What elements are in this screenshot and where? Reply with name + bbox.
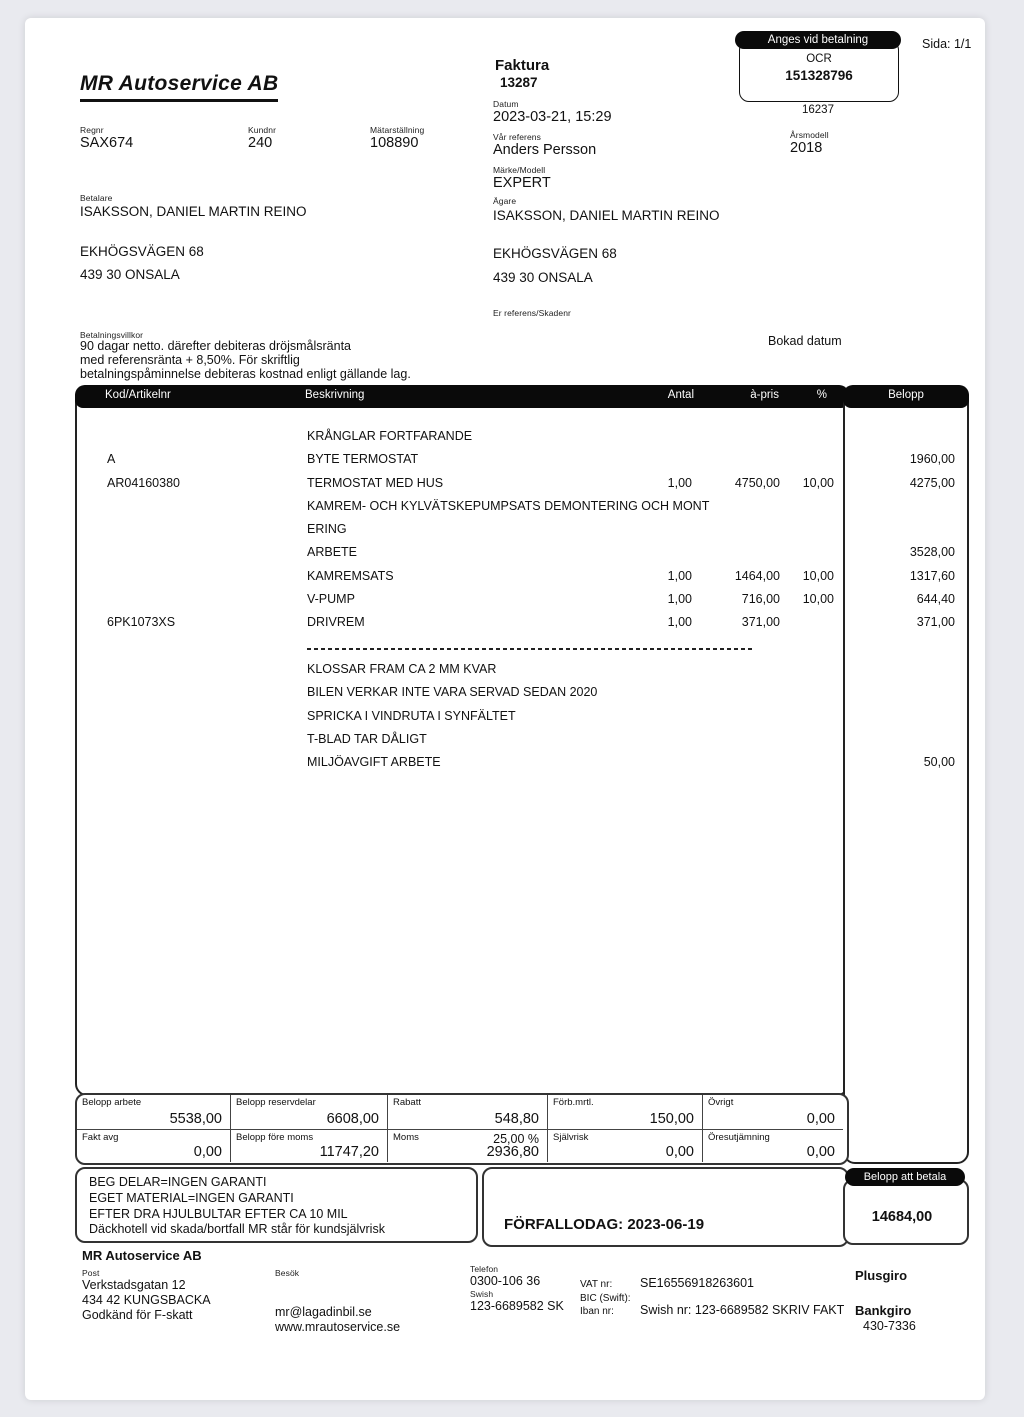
footer-website: www.mrautoservice.se <box>275 1320 401 1334</box>
cell-besk: SPRICKA I VINDRUTA I SYNFÄLTET <box>307 708 516 723</box>
belopp-row <box>845 636 967 659</box>
belopp-row <box>845 612 967 635</box>
totals-label: Fakt avg <box>82 1132 119 1143</box>
table-row <box>77 542 847 565</box>
page-indicator: Sida: 1/1 <box>922 37 972 51</box>
note-line-3: EFTER DRA HJULBULTAR EFTER CA 10 MIL <box>89 1206 348 1221</box>
totals-label: Belopp före moms <box>236 1132 314 1143</box>
regnr-value: SAX674 <box>80 135 134 151</box>
betalare-label: Betalare <box>80 193 113 203</box>
totals-label: Övrigt <box>708 1097 734 1108</box>
swish-nr-line: Swish nr: 123-6689582 SKRIV FAKT <box>640 1303 845 1317</box>
f-skatt-note: Godkänd för F-skatt <box>82 1308 193 1322</box>
totals-cell <box>77 1129 230 1162</box>
header-beskrivning: Beskrivning <box>305 389 365 401</box>
totals-label: Belopp reservdelar <box>236 1097 316 1108</box>
kundnr-value: 240 <box>248 135 273 151</box>
cell-apris: 716,00 <box>741 592 780 607</box>
table-row <box>77 752 847 775</box>
totals-value: 0,00 <box>806 1144 835 1160</box>
cell-besk: ARBETE <box>307 545 358 560</box>
vat-label: VAT nr: <box>580 1279 613 1290</box>
cell-apris: 371,00 <box>741 615 780 630</box>
header-belopp: Belopp <box>888 389 924 401</box>
ocr-sub-number: 16237 <box>802 104 834 116</box>
post-address2: 434 42 KUNGSBACKA <box>82 1293 211 1307</box>
table-row <box>77 612 847 635</box>
cell-belopp: 50,00 <box>923 755 955 770</box>
cell-belopp: 3528,00 <box>909 545 955 560</box>
header-antal: Antal <box>667 389 694 401</box>
agare-label: Ägare <box>493 196 517 206</box>
header-kod: Kod/Artikelnr <box>105 389 171 401</box>
belopp-row <box>845 542 967 565</box>
telefon-label: Telefon <box>470 1264 499 1274</box>
totals-label: Belopp arbete <box>82 1097 142 1108</box>
table-row <box>77 566 847 589</box>
swish-label: Swish <box>470 1289 494 1299</box>
faktura-number: 13287 <box>500 75 538 90</box>
belopp-column <box>843 385 969 1164</box>
cell-pct: 10,00 <box>802 475 834 490</box>
items-table-header <box>75 385 849 408</box>
items-table <box>75 385 849 1096</box>
matarstallning-value: 108890 <box>370 135 419 151</box>
totals-value: 2936,80 <box>486 1144 539 1160</box>
agare-name: ISAKSSON, DANIEL MARTIN REINO <box>493 208 720 223</box>
table-row <box>77 636 847 659</box>
belopp-row <box>845 496 967 519</box>
totals-cell <box>77 1095 230 1129</box>
datum-label: Datum <box>493 99 519 109</box>
due-date-box <box>482 1167 849 1247</box>
amount-to-pay-box <box>843 1179 969 1245</box>
cell-besk: KLOSSAR FRAM CA 2 MM KVAR <box>307 661 497 676</box>
totals-value: 6608,00 <box>326 1111 379 1127</box>
cell-kod: AR04160380 <box>107 475 180 490</box>
totals-cell <box>547 1129 702 1162</box>
cell-antal: 1,00 <box>667 475 692 490</box>
belopp-rows <box>845 426 967 775</box>
belopp-row <box>845 682 967 705</box>
betalningsvillkor-line2: med referensränta + 8,50%. För skriftlig <box>80 353 300 367</box>
table-row <box>77 519 847 542</box>
ocr-label: OCR <box>806 53 832 65</box>
totals-label: Rabatt <box>393 1097 421 1108</box>
betalare-address2: 439 30 ONSALA <box>80 267 180 282</box>
header-pct: % <box>816 389 827 401</box>
belopp-att-betala-pill: Belopp att betala <box>845 1168 965 1186</box>
cell-apris: 4750,00 <box>734 475 780 490</box>
cell-besk: BYTE TERMOSTAT <box>307 452 419 467</box>
guarantee-notes-box <box>75 1167 478 1243</box>
cell-belopp: 1960,00 <box>909 452 955 467</box>
totals-label: Moms <box>393 1132 419 1143</box>
totals-label: Öresutjämning <box>708 1132 770 1143</box>
table-row <box>77 659 847 682</box>
table-row <box>77 589 847 612</box>
belopp-row <box>845 589 967 612</box>
note-line-1: BEG DELAR=INGEN GARANTI <box>89 1175 267 1189</box>
matarstallning-label: Mätarställning <box>370 125 425 135</box>
betalare-name: ISAKSSON, DANIEL MARTIN REINO <box>80 204 307 219</box>
table-row <box>77 473 847 496</box>
cell-belopp: 371,00 <box>916 615 955 630</box>
cell-pct: 10,00 <box>802 568 834 583</box>
footer-email: mr@lagadinbil.se <box>275 1305 372 1319</box>
belopp-row <box>845 752 967 775</box>
belopp-row <box>845 659 967 682</box>
cell-antal: 1,00 <box>667 592 692 607</box>
footer-company: MR Autoservice AB <box>82 1248 202 1263</box>
totals-cell <box>702 1129 843 1162</box>
note-line-2: EGET MATERIAL=INGEN GARANTI <box>89 1190 294 1205</box>
totals-value: 0,00 <box>806 1111 835 1127</box>
cell-belopp: 1317,60 <box>909 568 955 583</box>
telefon-value: 0300-106 36 <box>470 1274 541 1288</box>
totals-grid <box>75 1093 849 1165</box>
arsmodell-value: 2018 <box>790 140 823 156</box>
cell-apris: 1464,00 <box>734 568 780 583</box>
iban-label: Iban nr: <box>580 1306 614 1317</box>
er-referens-label: Er referens/Skadenr <box>493 308 571 318</box>
bankgiro-label: Bankgiro <box>855 1303 912 1318</box>
cell-besk: KAMREM- OCH KYLVÄTSKEPUMPSATS DEMONTERING OCH MONT <box>307 498 710 513</box>
post-label: Post <box>82 1268 100 1278</box>
var-referens-value: Anders Persson <box>493 142 597 158</box>
note-line-4: Däckhotell vid skada/bortfall MR står för kundsjälvrisk <box>89 1222 385 1237</box>
totals-cell <box>547 1095 702 1129</box>
cell-besk: ERING <box>307 522 347 537</box>
plusgiro-label: Plusgiro <box>855 1268 908 1283</box>
cell-besk: DRIVREM <box>307 615 365 630</box>
agare-address1: EKHÖGSVÄGEN 68 <box>493 246 617 261</box>
belopp-row <box>845 706 967 729</box>
belopp-row <box>845 473 967 496</box>
cell-besk: T-BLAD TAR DÅLIGT <box>307 731 427 746</box>
cell-besk: KRÅNGLAR FORTFARANDE <box>307 429 473 443</box>
cell-belopp: 4275,00 <box>909 475 955 490</box>
ocr-box <box>739 40 899 102</box>
belopp-row <box>845 449 967 472</box>
vat-value: SE16556918263601 <box>640 1276 755 1290</box>
cell-besk: MILJÖAVGIFT ARBETE <box>307 755 441 770</box>
post-address1: Verkstadsgatan 12 <box>82 1278 186 1292</box>
totals-value: 0,00 <box>193 1144 222 1160</box>
cell-kod: 6PK1073XS <box>107 615 176 630</box>
invoice-page <box>25 18 985 1400</box>
var-referens-label: Vår referens <box>493 132 541 142</box>
totals-label: Förb.mrtl. <box>553 1097 594 1108</box>
regnr-label: Regnr <box>80 125 104 135</box>
marke-modell-value: EXPERT <box>493 175 551 191</box>
table-row <box>77 496 847 519</box>
header-apris: à-pris <box>750 389 779 401</box>
bankgiro-value: 430-7336 <box>863 1319 916 1333</box>
belopp-row <box>845 519 967 542</box>
totals-cell <box>230 1095 387 1129</box>
totals-extra: 25,00 % <box>493 1132 539 1146</box>
totals-value: 0,00 <box>665 1144 694 1160</box>
betalningsvillkor-line3: betalningspåminnelse debiteras kostnad enligt gällande lag. <box>80 367 411 381</box>
table-row <box>77 706 847 729</box>
totals-value: 5538,00 <box>169 1111 222 1127</box>
cell-kod: A <box>107 452 116 467</box>
belopp-column-header <box>843 385 969 408</box>
company-logo-title: MR Autoservice AB <box>80 72 278 102</box>
table-row <box>77 682 847 705</box>
arsmodell-label: Årsmodell <box>790 130 829 140</box>
items-rows <box>77 426 847 775</box>
table-row <box>77 729 847 752</box>
belopp-row <box>845 729 967 752</box>
cell-besk: V-PUMP <box>307 592 355 607</box>
betalningsvillkor-line1: 90 dagar netto. därefter debiteras dröjsmålsränta <box>80 339 351 353</box>
table-row <box>77 449 847 472</box>
row-separator <box>307 648 754 650</box>
totals-cell <box>702 1095 843 1129</box>
betalare-address1: EKHÖGSVÄGEN 68 <box>80 244 204 259</box>
marke-modell-label: Märke/Modell <box>493 165 546 175</box>
totals-cell <box>387 1129 547 1162</box>
bic-label: BIC (Swift): <box>580 1293 631 1304</box>
cell-antal: 1,00 <box>667 615 692 630</box>
due-date-text: FÖRFALLODAG: 2023-06-19 <box>504 1216 705 1233</box>
ocr-number: 151328796 <box>785 68 853 83</box>
cell-besk: TERMOSTAT MED HUS <box>307 475 444 490</box>
agare-address2: 439 30 ONSALA <box>493 270 593 285</box>
totals-cell <box>387 1095 547 1129</box>
belopp-row <box>845 426 967 449</box>
besok-label: Besök <box>275 1268 300 1278</box>
totals-value: 150,00 <box>649 1111 694 1127</box>
faktura-label: Faktura <box>495 57 550 74</box>
cell-besk: BILEN VERKAR INTE VARA SERVAD SEDAN 2020 <box>307 685 598 700</box>
cell-antal: 1,00 <box>667 568 692 583</box>
totals-cell <box>230 1129 387 1162</box>
amount-to-pay-value: 14684,00 <box>871 1209 933 1225</box>
cell-pct: 10,00 <box>802 592 834 607</box>
betalningsvillkor-label: Betalningsvillkor <box>80 330 144 340</box>
bokad-datum-label: Bokad datum <box>768 334 842 348</box>
table-row <box>77 426 847 449</box>
kundnr-label: Kundnr <box>248 125 277 135</box>
totals-value: 548,80 <box>494 1111 539 1127</box>
totals-label: Självrisk <box>553 1132 589 1143</box>
cell-besk: KAMREMSATS <box>307 568 394 583</box>
anges-vid-betalning-pill: Anges vid betalning <box>735 31 901 49</box>
totals-value: 11747,20 <box>319 1144 379 1160</box>
swish-value: 123-6689582 SK <box>470 1299 564 1313</box>
belopp-row <box>845 566 967 589</box>
cell-belopp: 644,40 <box>916 592 955 607</box>
datum-value: 2023-03-21, 15:29 <box>493 109 612 125</box>
